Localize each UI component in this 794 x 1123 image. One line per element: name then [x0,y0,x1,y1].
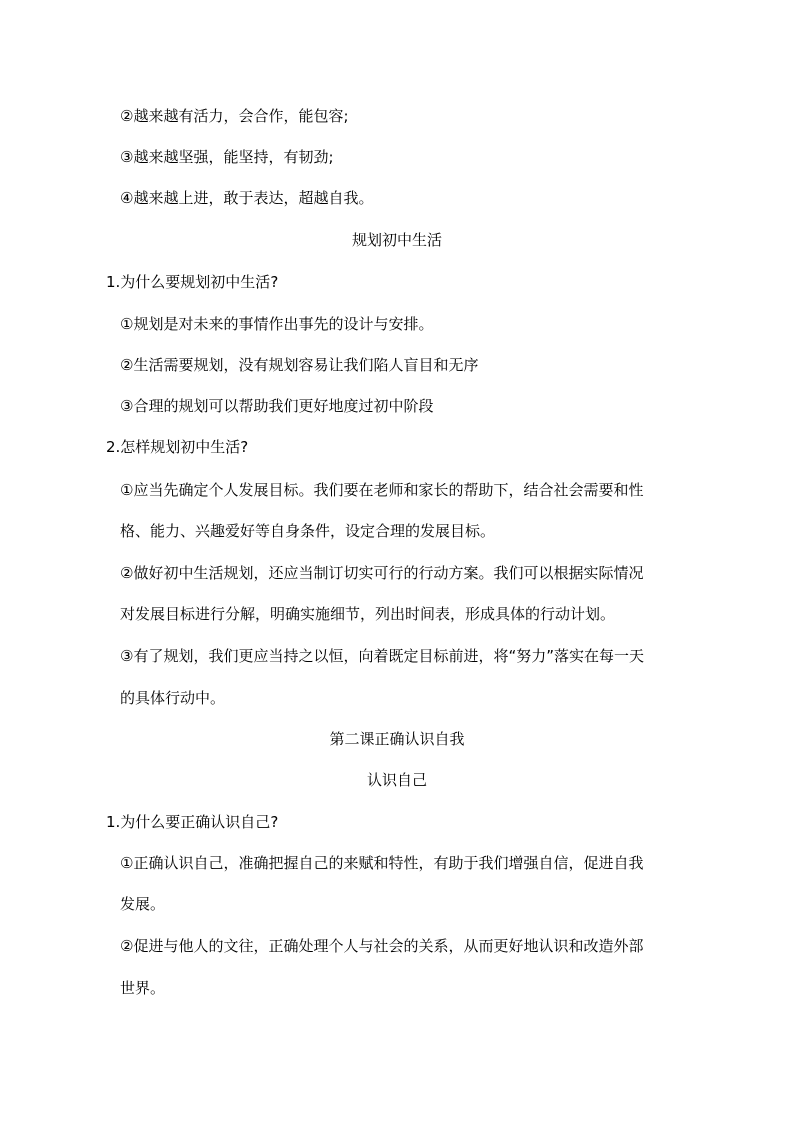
list-item-2: ②越来越有活力，会合作，能包容; [120,107,349,125]
answer-2-1-line2: 格、能力、兴趣爱好等自身条件，设定合理的发展目标。 [120,522,496,540]
answer-2-2-line1: ②做好初中生活规划，还应当制订切实可行的行动方案。我们可以根据实际情况 [120,564,644,582]
answer-3-2-line1: ②促进与他人的文往，正确处理个人与社会的关系，从而更好地认识和改造外部 [120,937,644,955]
question-1: 1.为什么要规划初中生活? [106,273,279,291]
question-3: 1.为什么要正确认识自己? [106,813,279,831]
list-item-4: ④越来越上进，敢于表达，超越自我。 [120,189,374,207]
answer-3-1-line2: 发展。 [120,895,166,913]
question-2: 2.怎样规划初中生活? [106,438,249,456]
list-item-3: ③越来越坚强，能坚持，有韧劲; [120,148,334,166]
lesson-title: 第二课正确认识自我 [329,730,465,748]
answer-2-3-line1: ③有了规划，我们更应当持之以恒，向着既定目标前进，将“努力”落实在每一天 [120,647,644,665]
section-heading-plan: 规划初中生活 [351,231,442,249]
answer-3-1-line1: ①正确认识自己，准确把握自己的来赋和特性，有助于我们增强自信，促进自我 [120,854,644,872]
answer-1-1: ①规划是对未来的事情作出事先的设计与安排。 [120,315,434,333]
answer-3-2-line2: 世界。 [120,979,166,997]
answer-1-2: ②生活需要规划，没有规划容易让我们陷人盲目和无序 [120,356,479,374]
answer-2-2-line2: 对发展目标进行分解，明确实施细节，列出时间表，形成具体的行动计划。 [120,605,616,623]
section-heading-self: 认识自己 [366,771,427,789]
answer-2-3-line2: 的具体行动中。 [120,689,226,707]
answer-1-3: ③合理的规划可以帮助我们更好地度过初中阶段 [120,397,434,415]
answer-2-1-line1: ①应当先确定个人发展目标。我们要在老师和家长的帮助下，结合社会需要和性 [120,481,644,499]
